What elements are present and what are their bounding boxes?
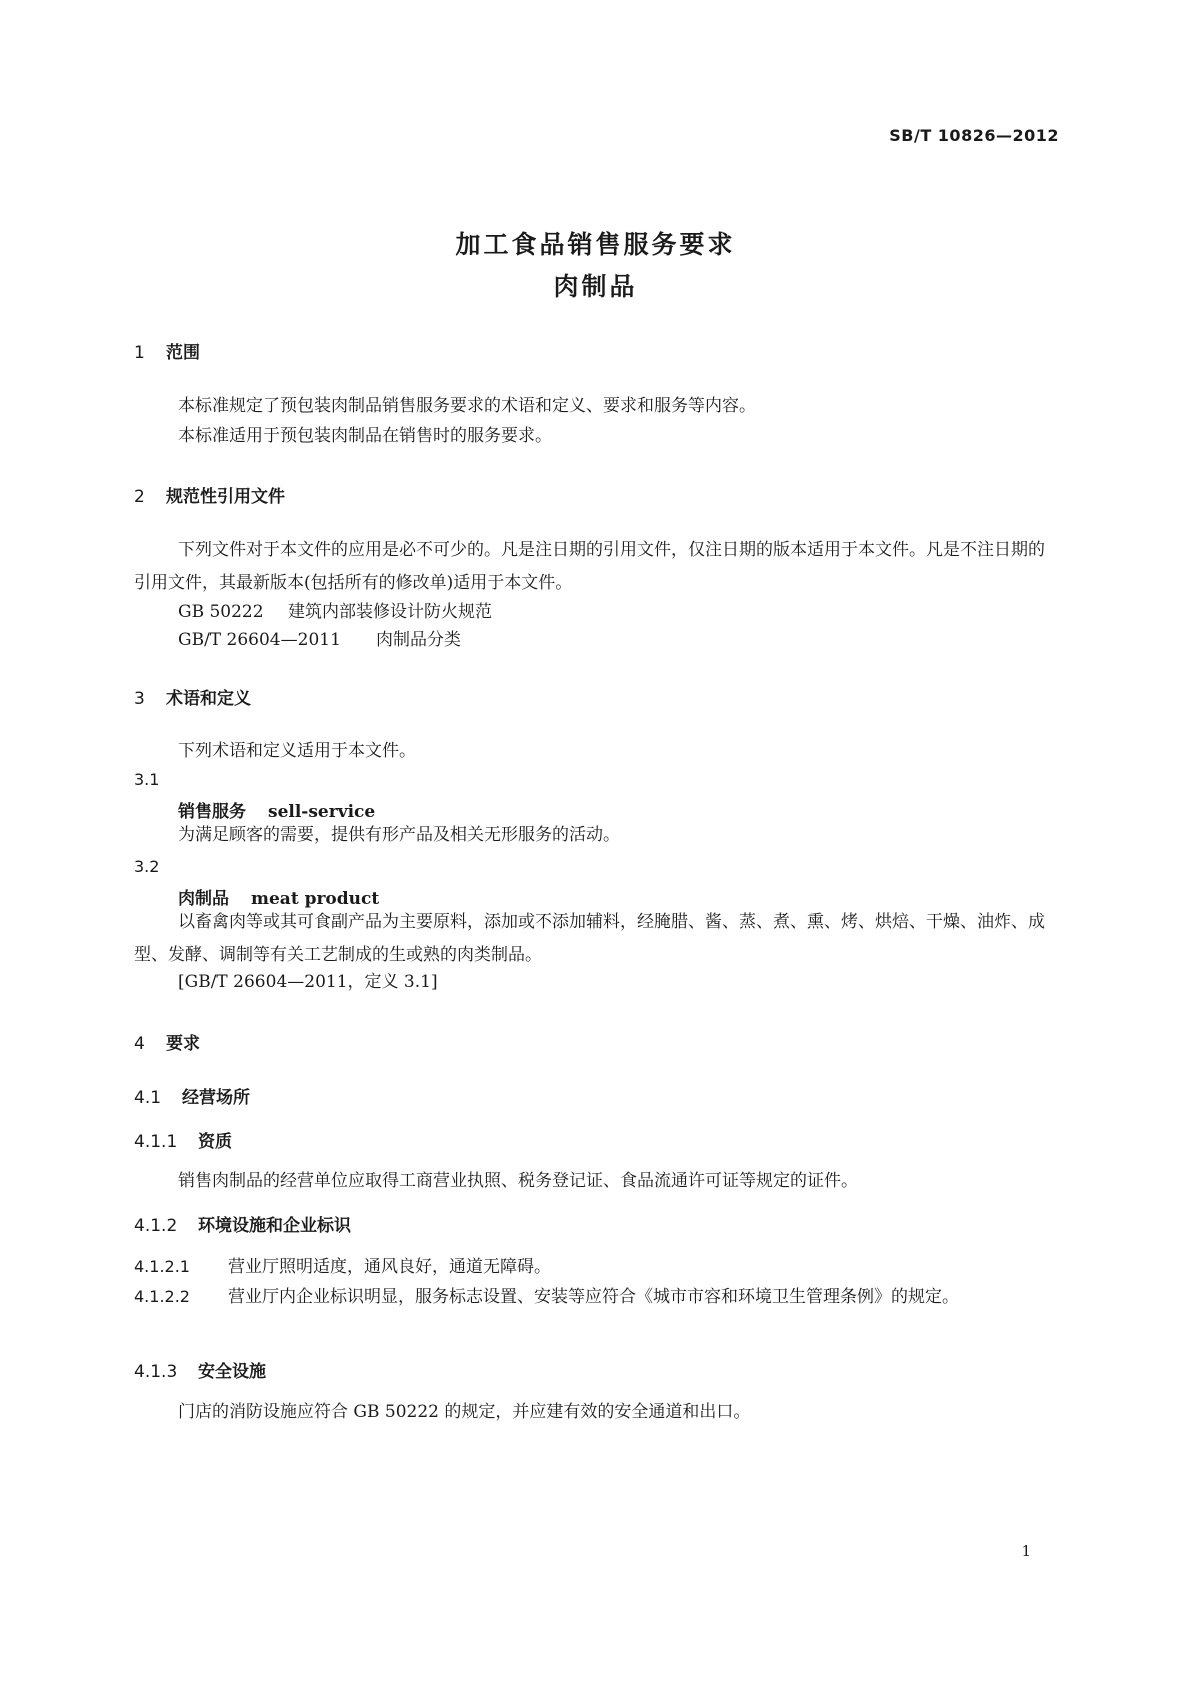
- document-title: 加工食品销售服务要求: [455, 230, 736, 259]
- term-chinese: 肉制品: [178, 889, 229, 909]
- section-number: 3: [134, 689, 145, 709]
- term-source: [GB/T 26604—2011，定义 3.1]: [178, 972, 438, 992]
- section-title: 经营场所: [182, 1088, 250, 1108]
- section-title: 环境设施和企业标识: [198, 1216, 351, 1236]
- paragraph: 下列术语和定义适用于本文件。: [178, 741, 416, 761]
- subsection-heading: [134, 1127, 232, 1152]
- paragraph: 下列文件对于本文件的应用是必不可少的。凡是注日期的引用文件，仅注日期的版本适用于本文件。凡是不注日期的引用文件，其最新版本(包括所有的修改单)适用于本文件。: [134, 540, 1045, 593]
- term-definition: 为满足顾客的需要，提供有形产品及相关无形服务的活动。: [178, 825, 620, 845]
- paragraph: 门店的消防设施应符合 GB 50222 的规定，并应建有效的安全通道和出口。: [178, 1402, 751, 1422]
- clause: [134, 1250, 1059, 1284]
- section-1-heading: [134, 338, 200, 363]
- term-number: 3.2: [134, 857, 160, 876]
- reference-title: 建筑内部装修设计防火规范: [288, 602, 492, 622]
- section-number: 2: [134, 487, 145, 507]
- reference-code: GB 50222: [178, 602, 264, 622]
- section-number: 4.1.1: [134, 1132, 178, 1152]
- paragraph: 本标准适用于预包装肉制品在销售时的服务要求。: [178, 426, 552, 446]
- page-number: 1: [1021, 1542, 1031, 1560]
- section-number: 4.1: [134, 1088, 162, 1108]
- normative-reference: [178, 597, 492, 622]
- clause-number: 4.1.2.2: [134, 1287, 190, 1306]
- reference-code: GB/T 26604—2011: [178, 630, 341, 650]
- section-title: 术语和定义: [166, 689, 251, 709]
- reference-title: 肉制品分类: [376, 630, 461, 650]
- clause-text: 营业厅内企业标识明显，服务标志设置、安装等应符合《城市市容和环境卫生管理条例》的规定。: [228, 1287, 959, 1307]
- subsection-heading: [134, 1083, 250, 1108]
- subsection-heading: [134, 1357, 266, 1382]
- paragraph: 销售肉制品的经营单位应取得工商营业执照、税务登记证、食品流通许可证等规定的证件。: [178, 1171, 858, 1191]
- term-number: 3.1: [134, 770, 160, 789]
- section-title: 要求: [166, 1034, 200, 1054]
- term-english: sell-service: [268, 802, 376, 822]
- clause-number: 4.1.2.1: [134, 1257, 190, 1276]
- section-number: 4: [134, 1034, 145, 1054]
- section-number: 1: [134, 343, 145, 363]
- section-number: 4.1.3: [134, 1362, 178, 1382]
- section-title: 规范性引用文件: [166, 487, 285, 507]
- subsection-heading: [134, 1211, 351, 1236]
- paragraph: 本标准规定了预包装肉制品销售服务要求的术语和定义、要求和服务等内容。: [178, 396, 756, 416]
- document-subtitle: 肉制品: [553, 272, 638, 301]
- term-definition: 以畜禽肉等或其可食副产品为主要原料，添加或不添加辅料，经腌腊、酱、蒸、煮、熏、烤、烘焙、干燥、油炸、成型、发酵、调制等有关工艺制成的生或熟的肉类制品。: [134, 912, 1045, 965]
- section-2-heading: [134, 482, 285, 507]
- normative-reference: [178, 625, 461, 650]
- section-title: 资质: [198, 1132, 232, 1152]
- section-4-heading: [134, 1029, 200, 1054]
- document-code: SB/T 10826—2012: [889, 126, 1059, 145]
- clause: [134, 1280, 1059, 1314]
- term-chinese: 销售服务: [178, 802, 246, 822]
- section-3-heading: [134, 684, 251, 709]
- section-number: 4.1.2: [134, 1216, 178, 1236]
- clause-text: 营业厅照明适度，通风良好，通道无障碍。: [228, 1257, 551, 1277]
- section-title: 安全设施: [198, 1362, 266, 1382]
- section-title: 范围: [166, 343, 200, 363]
- term-english: meat product: [251, 889, 380, 909]
